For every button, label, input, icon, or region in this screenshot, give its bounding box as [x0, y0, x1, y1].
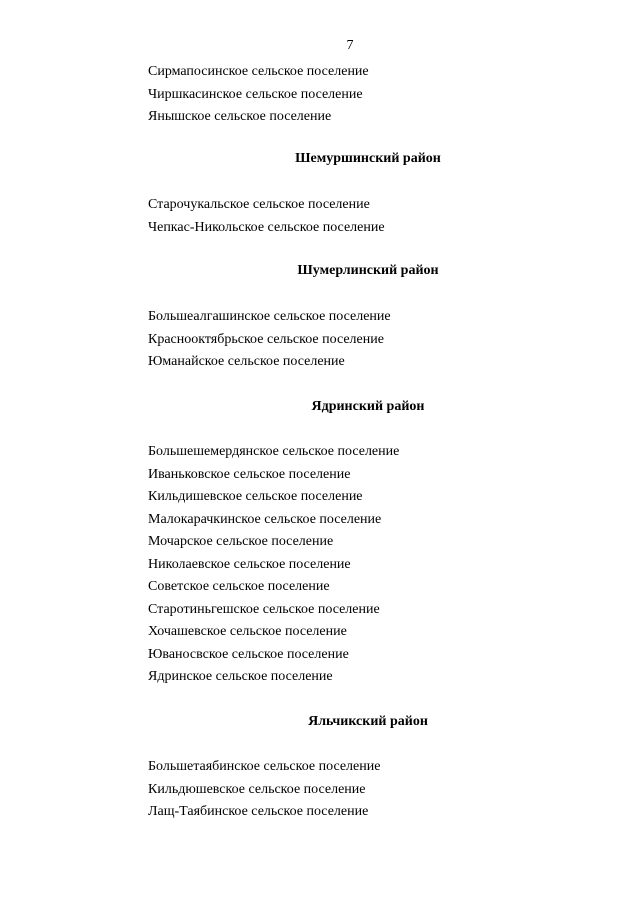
list-item: Большеалгашинское сельское поселение — [148, 309, 391, 324]
list-item: Чиршкасинское сельское поселение — [148, 86, 363, 102]
section-list — [148, 194, 385, 239]
list-item: Юманайское сельское поселение — [148, 354, 345, 369]
list-item: Большетаябинское сельское поселение — [148, 759, 381, 774]
list-item: Малокарачкинское сельское поселение — [148, 511, 382, 527]
list-item: Кильдюшевское сельское поселение — [148, 781, 366, 797]
list-item: Мочарское сельское поселение — [148, 534, 334, 549]
list-item: Николаевское сельское поселение — [148, 556, 351, 572]
list-item: Старотиньгешское сельское поселение — [148, 601, 380, 617]
section-heading: Шемуршинский район — [295, 151, 441, 166]
list-item: Янышское сельское поселение — [148, 109, 332, 124]
section-list — [148, 306, 391, 374]
section-heading: Ядринский район — [311, 399, 425, 414]
intro-list — [148, 61, 369, 129]
list-item: Большешемердянское сельское поселение — [148, 444, 400, 459]
list-item: Кильдишевское сельское поселение — [148, 489, 363, 504]
section-heading: Шумерлинский район — [297, 263, 439, 278]
list-item: Иваньковское сельское поселение — [148, 466, 351, 482]
list-item: Старочукальское сельское поселение — [148, 197, 370, 212]
list-item: Краснооктябрьское сельское поселение — [148, 331, 384, 347]
section-list — [148, 441, 399, 689]
list-item: Лащ-Таябинское сельское поселение — [148, 804, 369, 819]
list-item: Сирмапосинское сельское поселение — [148, 64, 369, 79]
list-item: Советское сельское поселение — [148, 579, 330, 594]
list-item: Чепкас-Никольское сельское поселение — [148, 219, 385, 235]
section-list — [148, 756, 380, 824]
list-item: Хочашевское сельское поселение — [148, 624, 347, 639]
section-heading: Яльчикский район — [308, 714, 428, 729]
list-item: Юваносвское сельское поселение — [148, 646, 349, 662]
page-number: 7 — [346, 38, 354, 53]
list-item: Ядринское сельское поселение — [148, 669, 333, 684]
